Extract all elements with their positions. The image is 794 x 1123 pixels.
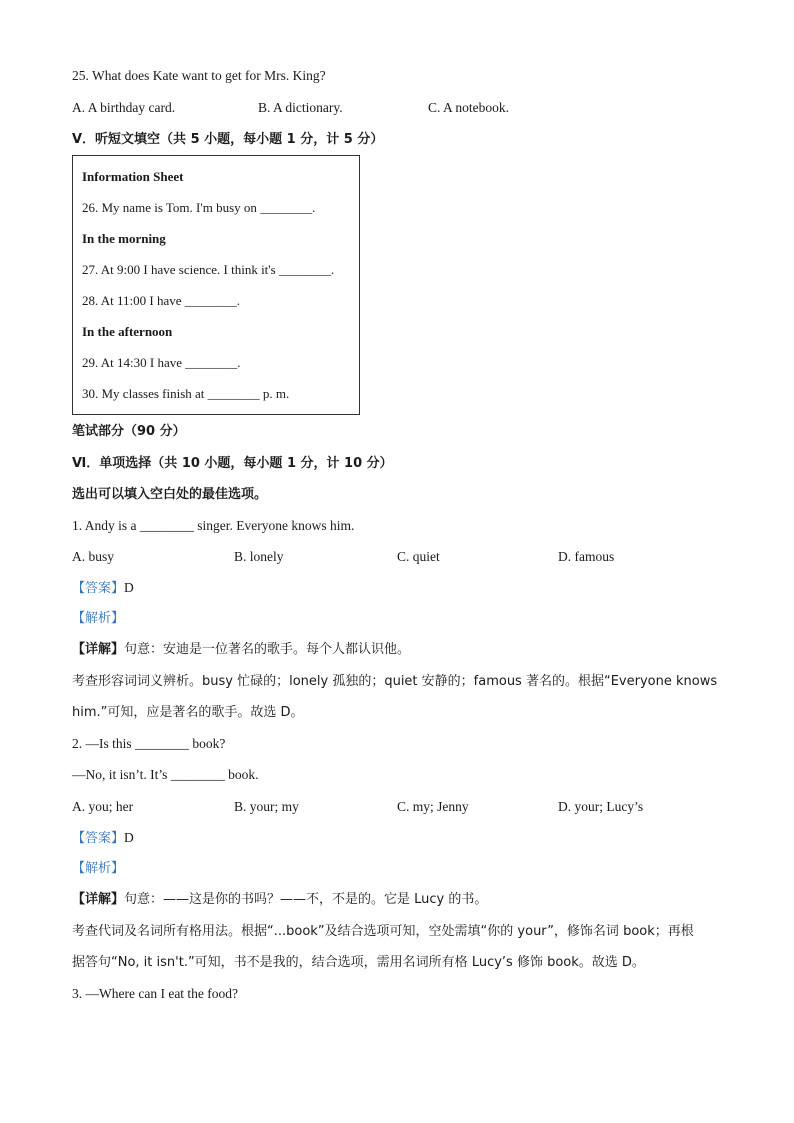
question-29: 29. At 14:30 I have ________. <box>82 355 241 370</box>
q2-explain-line-2: 据答句“No, it isn't.”可知，书不是我的，结合选项，需用名词所有格 Lucy’s 修饰 book。故选 D。 <box>72 955 645 970</box>
question-25: 25. What does Kate want to get for Mrs. King? <box>72 68 326 83</box>
q2-answer-value: D <box>124 830 134 845</box>
question-27: 27. At 9:00 I have science. I think it's ________. <box>82 262 335 277</box>
afternoon-heading: In the afternoon <box>82 324 173 339</box>
answer-tag: 【答案】 <box>72 831 125 846</box>
question-28: 28. At 11:00 I have ________. <box>82 293 241 308</box>
q1-detail <box>72 641 410 659</box>
q1-option-a: A. busy <box>72 549 115 564</box>
q2-explain-line-1: 考查代词及名词所有格用法。根据“...book”及结合选项可知，空处需填“你的 your”，修饰名词 book；再根 <box>72 924 694 939</box>
section-6-heading: Ⅵ．单项选择（共 10 小题，每小题 1 分，计 10 分） <box>72 456 393 471</box>
q1-explain-line-2: him.”可知，应是著名的歌手。故选 D。 <box>72 705 304 720</box>
morning-heading: In the morning <box>82 231 166 246</box>
q1-analysis-tag: 【解析】 <box>72 611 125 626</box>
q2-option-d: D. your; Lucy’s <box>558 799 644 814</box>
question-26: 26. My name is Tom. I'm busy on ________. <box>82 200 316 215</box>
question-3: 3. —Where can I eat the food? <box>72 986 239 1001</box>
q25-option-b: B. A dictionary. <box>258 100 343 115</box>
written-part-heading: 笔试部分（90 分） <box>72 424 186 439</box>
q25-option-c: C. A notebook. <box>428 100 510 115</box>
q1-detail-text: 句意：安迪是一位著名的歌手。每个人都认识他。 <box>124 642 411 657</box>
information-sheet-box <box>72 155 360 415</box>
q1-option-d: D. famous <box>558 549 615 564</box>
q1-explain-line-1: 考查形容词词义辨析。busy 忙碌的；lonely 孤独的；quiet 安静的；famous 著名的。根据“Everyone knows <box>72 674 718 689</box>
question-30: 30. My classes finish at ________ p. m. <box>82 386 290 401</box>
q1-answer <box>72 579 134 598</box>
q2-answer <box>72 829 134 848</box>
section-6-instruction: 选出可以填入空白处的最佳选项。 <box>72 487 268 502</box>
info-sheet-title: Information Sheet <box>82 169 184 184</box>
detail-tag: 【详解】 <box>72 642 125 657</box>
q2-option-b: B. your; my <box>234 799 299 814</box>
answer-tag: 【答案】 <box>72 581 125 596</box>
q2-option-a: A. you; her <box>72 799 134 814</box>
question-2-line-2: —No, it isn’t. It’s ________ book. <box>72 767 259 782</box>
section-5-heading: Ⅴ．听短文填空（共 5 小题，每小题 1 分，计 5 分） <box>72 132 384 147</box>
question-2-line-1: 2. —Is this ________ book? <box>72 736 226 751</box>
q1-answer-value: D <box>124 580 134 595</box>
q2-option-c: C. my; Jenny <box>397 799 469 814</box>
q1-option-c: C. quiet <box>397 549 440 564</box>
q25-option-a: A. A birthday card. <box>72 100 176 115</box>
question-1: 1. Andy is a ________ singer. Everyone knows him. <box>72 518 355 533</box>
q2-detail-text: 句意：——这是你的书吗？——不，不是的。它是 Lucy 的书。 <box>124 892 488 907</box>
q1-option-b: B. lonely <box>234 549 284 564</box>
q2-analysis-tag: 【解析】 <box>72 861 125 876</box>
q2-detail <box>72 891 487 909</box>
detail-tag: 【详解】 <box>72 892 125 907</box>
